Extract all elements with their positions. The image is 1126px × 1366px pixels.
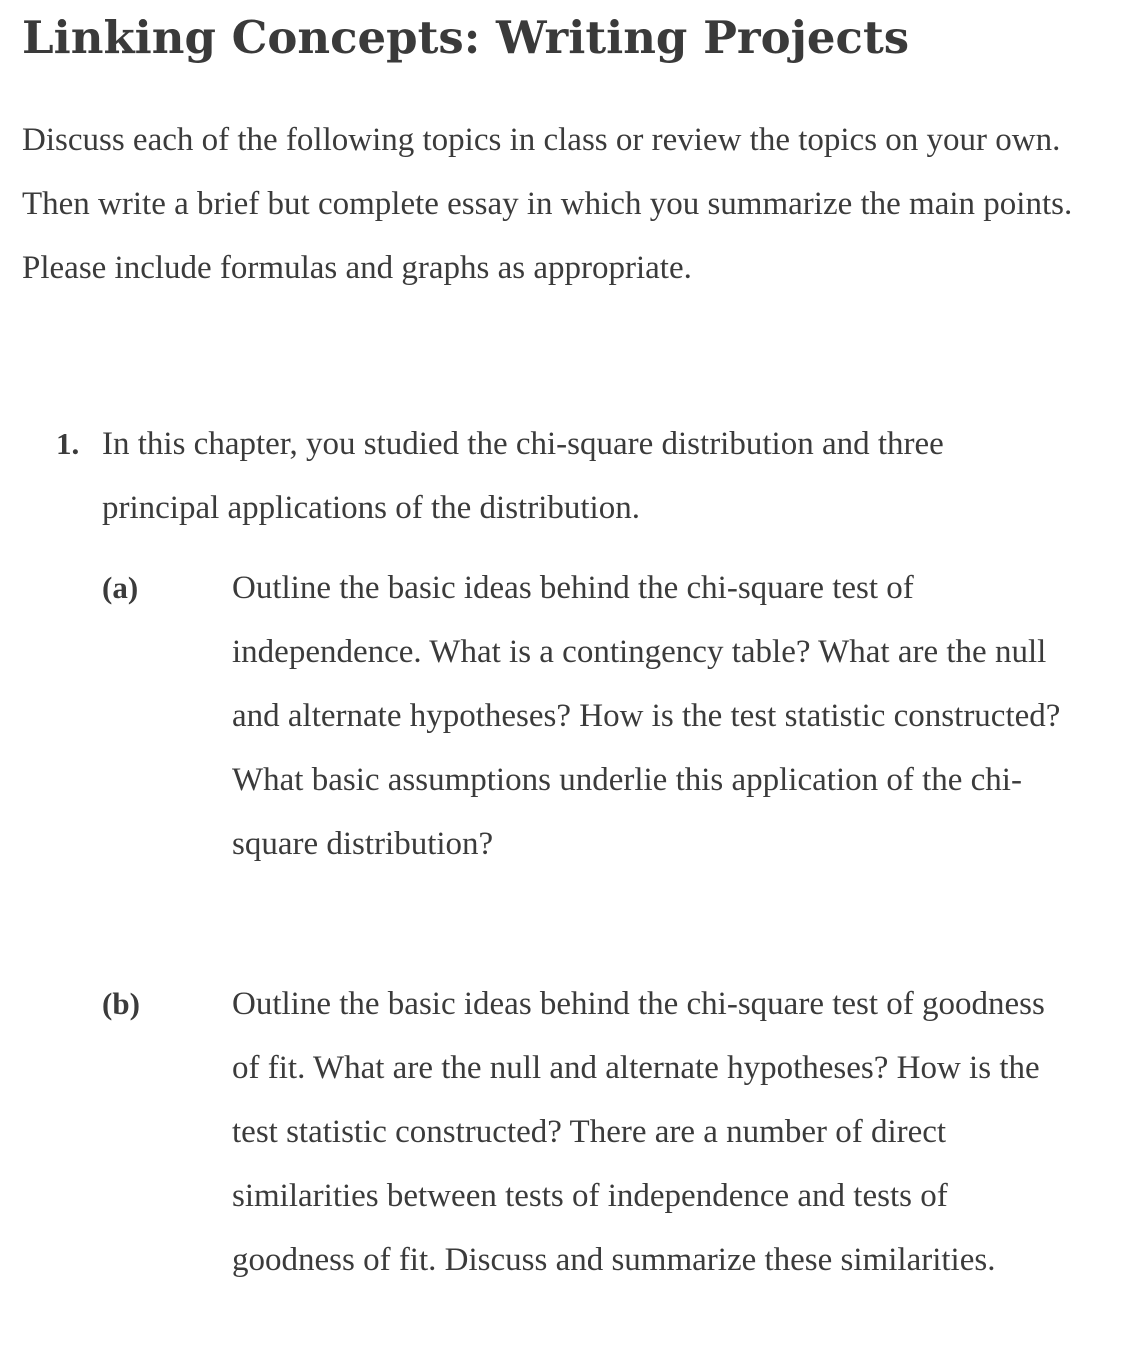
question-number: 1.: [56, 426, 80, 461]
subquestion-label: (b): [102, 986, 140, 1021]
page-title: Linking Concepts: Writing Projects: [22, 11, 910, 64]
intro-paragraph: Discuss each of the following topics in class or review the topics on your own. Then write a brief but complete essay in which you summarize the main points. Please include formulas and graphs as appropriate.: [22, 122, 1073, 286]
subquestion-text: Outline the basic ideas behind the chi-square test of independence. What is a contingency table? What are the null and alternate hypotheses? How is the test statistic constructed? What basic assumptions underlie this application of the chi-square distribution?: [232, 570, 1061, 862]
subquestion-text: Outline the basic ideas behind the chi-square test of goodness of fit. What are the null and alternate hypotheses? How is the test statistic constructed? There are a number of direct similarities between tests of independence and tests of goodness of fit. Discuss and summarize these similarities.: [232, 986, 1045, 1278]
question-text: In this chapter, you studied the chi-square distribution and three principal applications of the distribution.: [102, 426, 944, 526]
subquestion-label: (a): [102, 570, 139, 605]
